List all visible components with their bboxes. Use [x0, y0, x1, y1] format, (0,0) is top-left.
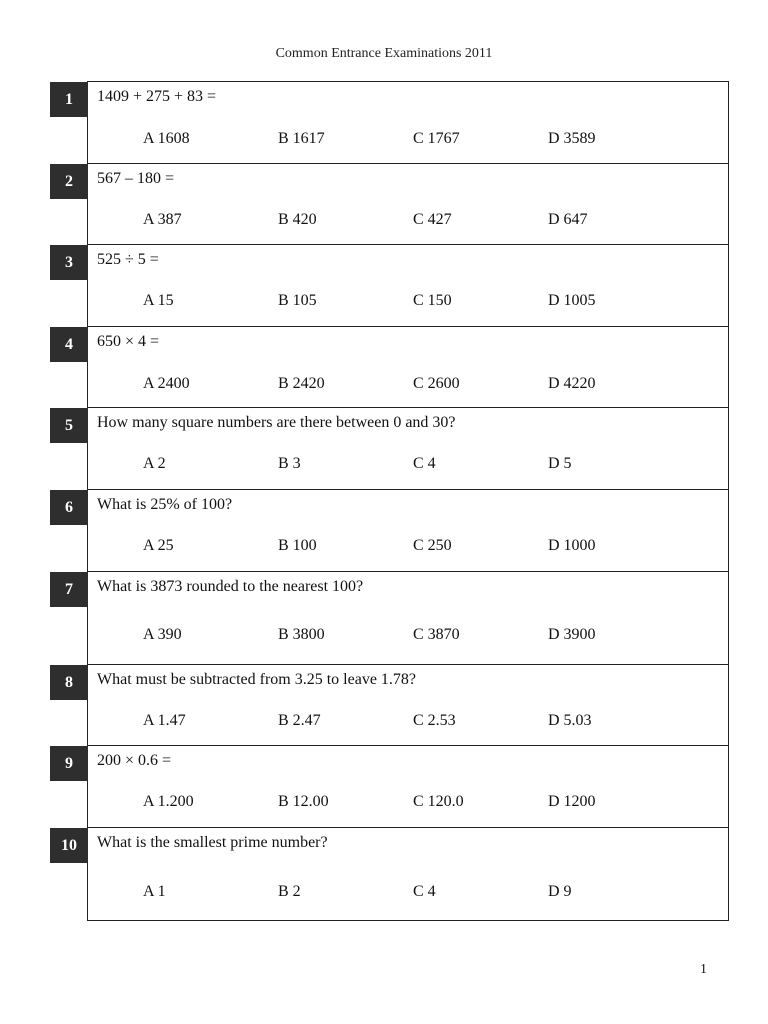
- answer-option-d: D 3589: [548, 130, 596, 147]
- question-row: [65, 245, 728, 327]
- answer-option-a: A 1: [143, 883, 166, 900]
- answer-option-b: B 100: [278, 537, 317, 554]
- answer-option-b: B 420: [278, 211, 317, 228]
- question-row: [65, 82, 728, 164]
- page-header: Common Entrance Examinations 2011: [275, 46, 493, 61]
- answer-option-d: D 5: [548, 455, 572, 472]
- answer-option-b: B 3800: [278, 626, 325, 643]
- question-text: 650 × 4 =: [97, 333, 160, 350]
- question-text: 525 ÷ 5 =: [97, 251, 159, 268]
- question-row: [65, 164, 728, 245]
- answer-option-a: A 1.200: [143, 793, 194, 810]
- answer-option-c: C 1767: [413, 130, 460, 147]
- question-row: [61, 828, 728, 921]
- answer-option-c: C 4: [413, 883, 436, 900]
- answer-option-b: B 1617: [278, 130, 325, 147]
- answer-option-c: C 2.53: [413, 712, 456, 729]
- question-number: 8: [50, 665, 88, 700]
- answer-option-a: A 1.47: [143, 712, 186, 729]
- answer-option-c: C 2600: [413, 375, 460, 392]
- answer-option-c: C 120.0: [413, 793, 464, 810]
- answer-option-a: A 390: [143, 626, 182, 643]
- question-row: [65, 572, 728, 665]
- answer-option-d: D 1000: [548, 537, 596, 554]
- answer-option-a: A 15: [143, 292, 174, 309]
- answer-option-b: B 2420: [278, 375, 325, 392]
- answer-option-b: B 105: [278, 292, 317, 309]
- answer-option-b: B 12.00: [278, 793, 329, 810]
- answer-option-a: A 387: [143, 211, 182, 228]
- question-text: What is 25% of 100?: [97, 496, 233, 513]
- question-number: 9: [50, 746, 88, 781]
- answer-option-b: B 3: [278, 455, 301, 472]
- answer-option-c: C 4: [413, 455, 436, 472]
- question-number: 7: [50, 572, 88, 607]
- question-row: [65, 327, 728, 408]
- question-row: [65, 490, 728, 572]
- question-number: 4: [50, 327, 88, 362]
- answer-option-c: C 3870: [413, 626, 460, 643]
- question-number: 6: [50, 490, 88, 525]
- question-text: How many square numbers are there between 0 and 30?: [97, 414, 456, 431]
- answer-option-d: D 3900: [548, 626, 596, 643]
- question-text: 200 × 0.6 =: [97, 752, 172, 769]
- question-row: [65, 746, 728, 828]
- question-number: 5: [50, 408, 88, 443]
- answer-option-a: A 2400: [143, 375, 190, 392]
- question-text: 1409 + 275 + 83 =: [97, 88, 217, 105]
- question-row: [65, 408, 728, 490]
- page-number: 1: [700, 962, 707, 977]
- answer-option-d: D 5.03: [548, 712, 592, 729]
- answer-option-c: C 250: [413, 537, 452, 554]
- answer-option-d: D 647: [548, 211, 588, 228]
- question-text: 567 – 180 =: [97, 170, 175, 187]
- answer-option-a: A 2: [143, 455, 166, 472]
- question-row: [65, 665, 728, 746]
- answer-option-c: C 427: [413, 211, 452, 228]
- question-number: 1: [50, 82, 88, 117]
- question-table: [61, 81, 729, 921]
- question-number: 2: [50, 164, 88, 199]
- answer-option-d: D 4220: [548, 375, 596, 392]
- question-text: What must be subtracted from 3.25 to leave 1.78?: [97, 671, 417, 688]
- answer-option-d: D 1005: [548, 292, 596, 309]
- answer-option-a: A 1608: [143, 130, 190, 147]
- question-number: 3: [50, 245, 88, 280]
- question-text: What is the smallest prime number?: [97, 834, 328, 851]
- answer-option-d: D 1200: [548, 793, 596, 810]
- answer-option-d: D 9: [548, 883, 572, 900]
- answer-option-a: A 25: [143, 537, 174, 554]
- question-text: What is 3873 rounded to the nearest 100?: [97, 578, 364, 595]
- answer-option-b: B 2: [278, 883, 301, 900]
- question-number: 10: [50, 828, 88, 863]
- answer-option-b: B 2.47: [278, 712, 321, 729]
- answer-option-c: C 150: [413, 292, 452, 309]
